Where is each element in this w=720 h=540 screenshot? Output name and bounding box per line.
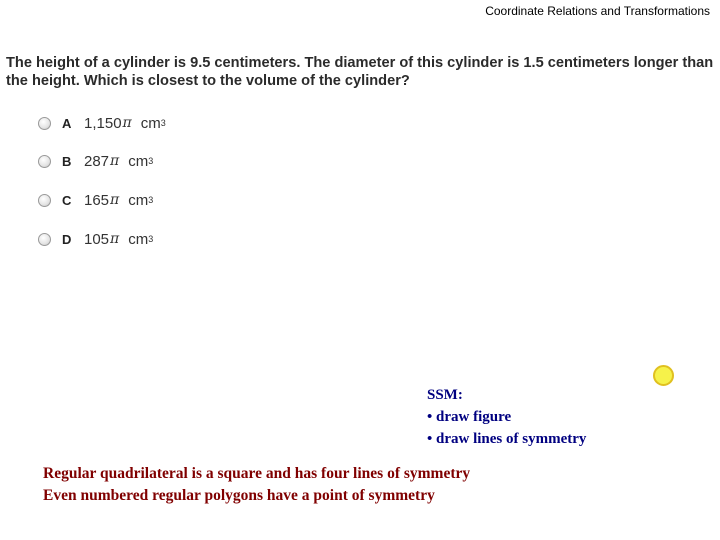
unit-exponent: 3 <box>148 195 154 205</box>
choice-letter: B <box>62 153 72 169</box>
unit-exponent: 3 <box>160 118 166 128</box>
note-line: Regular quadrilateral is a square and has four lines of symmetry <box>43 465 471 482</box>
pi-symbol: π <box>110 192 120 208</box>
pi-symbol: π <box>122 115 132 131</box>
choice-letter: C <box>62 192 72 208</box>
choice-value: 287 <box>84 152 110 170</box>
choice-value: 105 <box>84 230 110 248</box>
ssm-item: • draw figure <box>427 409 512 425</box>
radio-button-icon[interactable] <box>38 117 51 130</box>
unit-exponent: 3 <box>148 234 154 244</box>
choice-letter: D <box>62 231 72 247</box>
choice-a[interactable] <box>38 113 166 133</box>
note-line: Even numbered regular polygons have a point of symmetry <box>43 487 435 504</box>
choice-d[interactable] <box>38 229 153 249</box>
ssm-title: SSM: <box>427 387 463 403</box>
choice-letter: A <box>62 115 72 131</box>
symmetry-notes <box>43 463 470 507</box>
choice-b[interactable] <box>38 151 153 171</box>
radio-button-icon[interactable] <box>38 155 51 168</box>
choice-unit: cm <box>128 152 149 170</box>
ssm-note <box>427 384 586 450</box>
radio-button-icon[interactable] <box>38 194 51 207</box>
highlight-dot-icon <box>653 365 674 386</box>
choice-value: 165 <box>84 191 110 209</box>
choice-unit: cm <box>128 191 149 209</box>
slide-header: Coordinate Relations and Transformations <box>485 4 710 18</box>
pi-symbol: π <box>110 153 120 169</box>
choice-value: 1,150 <box>84 114 122 132</box>
choice-c[interactable] <box>38 190 153 210</box>
choice-unit: cm <box>128 230 149 248</box>
radio-button-icon[interactable] <box>38 233 51 246</box>
choice-unit: cm <box>140 114 161 132</box>
question-text: The height of a cylinder is 9.5 centimeters. The diameter of this cylinder is 1.5 centimeters longer than the height. Which is closest to the volume of the cylinder? <box>6 55 714 89</box>
unit-exponent: 3 <box>148 156 154 166</box>
pi-symbol: π <box>110 231 120 247</box>
ssm-item: • draw lines of symmetry <box>427 431 587 447</box>
